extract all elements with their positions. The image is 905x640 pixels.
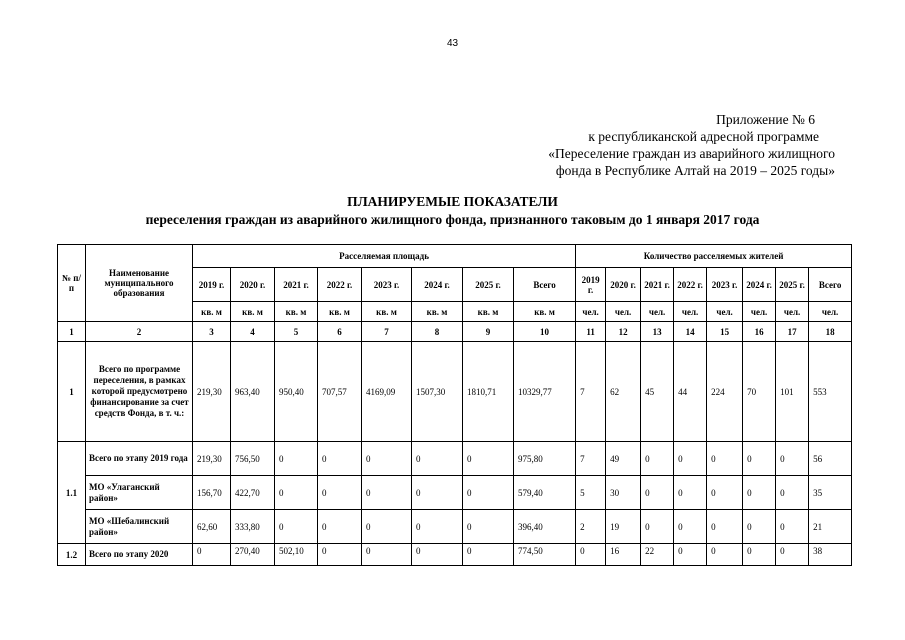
header-column-number: 8 <box>412 322 463 342</box>
header-column-number: 16 <box>743 322 776 342</box>
row-name: Всего по этапу 2019 года <box>86 442 193 476</box>
area-value: 0 <box>193 544 231 566</box>
people-value: 0 <box>641 476 674 510</box>
header-area-unit: кв. м <box>318 302 362 322</box>
header-people-year: 2022 г. <box>674 268 707 302</box>
header-people-group: Количество расселяемых жителей <box>576 245 852 268</box>
people-value: 0 <box>674 544 707 566</box>
area-value: 1507,30 <box>412 342 463 442</box>
people-value: 0 <box>641 510 674 544</box>
area-value: 707,57 <box>318 342 362 442</box>
people-value: 22 <box>641 544 674 566</box>
people-value: 0 <box>641 442 674 476</box>
header-people-year: 2020 г. <box>606 268 641 302</box>
area-value: 0 <box>412 544 463 566</box>
title-line-1: ПЛАНИРУЕМЫЕ ПОКАЗАТЕЛИ <box>347 194 558 209</box>
people-value: 49 <box>606 442 641 476</box>
header-name: Наименование муниципального образования <box>86 245 193 322</box>
header-people-year: Всего <box>809 268 852 302</box>
header-people-unit: чел. <box>606 302 641 322</box>
people-value: 16 <box>606 544 641 566</box>
area-value: 0 <box>362 544 412 566</box>
area-value: 270,40 <box>231 544 275 566</box>
header-column-number: 1 <box>58 322 86 342</box>
header-column-number: 4 <box>231 322 275 342</box>
area-value: 62,60 <box>193 510 231 544</box>
header-area-unit: кв. м <box>231 302 275 322</box>
area-value: 396,40 <box>514 510 576 544</box>
people-value: 44 <box>674 342 707 442</box>
area-value: 963,40 <box>231 342 275 442</box>
header-column-number: 9 <box>463 322 514 342</box>
area-value: 0 <box>318 510 362 544</box>
appendix-line-3: «Переселение граждан из аварийного жилищного <box>548 146 835 161</box>
area-value: 0 <box>463 476 514 510</box>
area-value: 0 <box>275 476 318 510</box>
people-value: 45 <box>641 342 674 442</box>
page-number: 43 <box>446 38 459 49</box>
header-people-year: 2025 г. <box>776 268 809 302</box>
people-value: 56 <box>809 442 852 476</box>
header-column-number: 10 <box>514 322 576 342</box>
people-value: 0 <box>776 442 809 476</box>
header-row-groups <box>58 245 852 268</box>
header-column-number: 3 <box>193 322 231 342</box>
people-value: 21 <box>809 510 852 544</box>
area-value: 1810,71 <box>463 342 514 442</box>
appendix-line-1: Приложение № 6 <box>716 112 815 127</box>
header-area-year: 2020 г. <box>231 268 275 302</box>
header-column-number: 15 <box>707 322 743 342</box>
area-value: 0 <box>412 510 463 544</box>
header-area-unit: кв. м <box>275 302 318 322</box>
people-value: 0 <box>674 442 707 476</box>
header-column-number: 18 <box>809 322 852 342</box>
people-value: 35 <box>809 476 852 510</box>
appendix-line-2: к республиканской адресной программе <box>588 129 819 144</box>
header-people-year: 2021 г. <box>641 268 674 302</box>
area-value: 333,80 <box>231 510 275 544</box>
header-area-year: 2022 г. <box>318 268 362 302</box>
row-number: 1.1 <box>58 442 86 544</box>
header-column-number: 17 <box>776 322 809 342</box>
area-value: 4169,09 <box>362 342 412 442</box>
people-value: 0 <box>743 442 776 476</box>
people-value: 0 <box>707 510 743 544</box>
people-value: 7 <box>576 442 606 476</box>
area-value: 0 <box>463 442 514 476</box>
people-value: 7 <box>576 342 606 442</box>
appendix-heading <box>480 111 835 179</box>
people-value: 0 <box>707 442 743 476</box>
header-area-year: 2023 г. <box>362 268 412 302</box>
people-value: 0 <box>743 510 776 544</box>
area-value: 0 <box>275 442 318 476</box>
header-area-year: 2019 г. <box>193 268 231 302</box>
area-value: 0 <box>463 544 514 566</box>
header-people-unit: чел. <box>776 302 809 322</box>
people-value: 0 <box>743 544 776 566</box>
header-column-number: 5 <box>275 322 318 342</box>
header-column-number: 14 <box>674 322 707 342</box>
indicators-table <box>57 244 852 566</box>
people-value: 0 <box>674 476 707 510</box>
table-row <box>58 544 852 566</box>
area-value: 0 <box>463 510 514 544</box>
header-area-unit: кв. м <box>412 302 463 322</box>
table-row <box>58 342 852 442</box>
area-value: 422,70 <box>231 476 275 510</box>
area-value: 0 <box>362 510 412 544</box>
people-value: 0 <box>776 476 809 510</box>
header-people-unit: чел. <box>809 302 852 322</box>
document-title <box>0 193 905 229</box>
people-value: 0 <box>576 544 606 566</box>
header-area-unit: кв. м <box>362 302 412 322</box>
area-value: 0 <box>318 476 362 510</box>
people-value: 0 <box>743 476 776 510</box>
area-value: 0 <box>412 442 463 476</box>
people-value: 0 <box>707 476 743 510</box>
people-value: 0 <box>707 544 743 566</box>
header-people-year: 2019 г. <box>576 268 606 302</box>
people-value: 19 <box>606 510 641 544</box>
area-value: 0 <box>318 544 362 566</box>
area-value: 10329,77 <box>514 342 576 442</box>
people-value: 2 <box>576 510 606 544</box>
area-value: 0 <box>362 476 412 510</box>
area-value: 0 <box>275 510 318 544</box>
area-value: 0 <box>362 442 412 476</box>
people-value: 0 <box>674 510 707 544</box>
header-num: № п/п <box>58 245 86 322</box>
header-column-number: 11 <box>576 322 606 342</box>
people-value: 62 <box>606 342 641 442</box>
area-value: 156,70 <box>193 476 231 510</box>
row-name: МО «Шебалинский район» <box>86 510 193 544</box>
people-value: 38 <box>809 544 852 566</box>
people-value: 553 <box>809 342 852 442</box>
header-column-number: 6 <box>318 322 362 342</box>
table-row <box>58 442 852 476</box>
header-area-unit: кв. м <box>193 302 231 322</box>
area-value: 0 <box>412 476 463 510</box>
area-value: 756,50 <box>231 442 275 476</box>
table-row <box>58 476 852 510</box>
people-value: 224 <box>707 342 743 442</box>
row-number: 1 <box>58 342 86 442</box>
people-value: 5 <box>576 476 606 510</box>
header-people-unit: чел. <box>743 302 776 322</box>
header-column-number: 2 <box>86 322 193 342</box>
area-value: 0 <box>318 442 362 476</box>
header-column-number: 7 <box>362 322 412 342</box>
header-area-group: Расселяемая площадь <box>193 245 576 268</box>
header-people-year: 2023 г. <box>707 268 743 302</box>
area-value: 975,80 <box>514 442 576 476</box>
title-line-2: переселения граждан из аварийного жилищного фонда, признанного таковым до 1 января 2017 года <box>145 212 760 227</box>
area-value: 774,50 <box>514 544 576 566</box>
appendix-line-4: фонда в Республике Алтай на 2019 – 2025 годы» <box>555 163 835 178</box>
header-area-year: 2021 г. <box>275 268 318 302</box>
people-value: 0 <box>776 544 809 566</box>
area-value: 219,30 <box>193 442 231 476</box>
header-area-year: Всего <box>514 268 576 302</box>
area-value: 579,40 <box>514 476 576 510</box>
header-people-year: 2024 г. <box>743 268 776 302</box>
header-area-unit: кв. м <box>514 302 576 322</box>
table-row <box>58 510 852 544</box>
people-value: 30 <box>606 476 641 510</box>
area-value: 950,40 <box>275 342 318 442</box>
header-people-unit: чел. <box>674 302 707 322</box>
people-value: 0 <box>776 510 809 544</box>
header-people-unit: чел. <box>641 302 674 322</box>
row-number: 1.2 <box>58 544 86 566</box>
people-value: 101 <box>776 342 809 442</box>
row-name: МО «Улаганский район» <box>86 476 193 510</box>
people-value: 70 <box>743 342 776 442</box>
header-area-unit: кв. м <box>463 302 514 322</box>
header-row-column-numbers <box>58 322 852 342</box>
header-area-year: 2025 г. <box>463 268 514 302</box>
area-value: 219,30 <box>193 342 231 442</box>
header-column-number: 12 <box>606 322 641 342</box>
row-name: Всего по программе переселения, в рамках которой предусмотрено финансирование за счет средств Фонда, в т. ч.: <box>86 342 193 442</box>
area-value: 502,10 <box>275 544 318 566</box>
header-people-unit: чел. <box>576 302 606 322</box>
header-column-number: 13 <box>641 322 674 342</box>
row-name: Всего по этапу 2020 <box>86 544 193 566</box>
header-area-year: 2024 г. <box>412 268 463 302</box>
header-people-unit: чел. <box>707 302 743 322</box>
